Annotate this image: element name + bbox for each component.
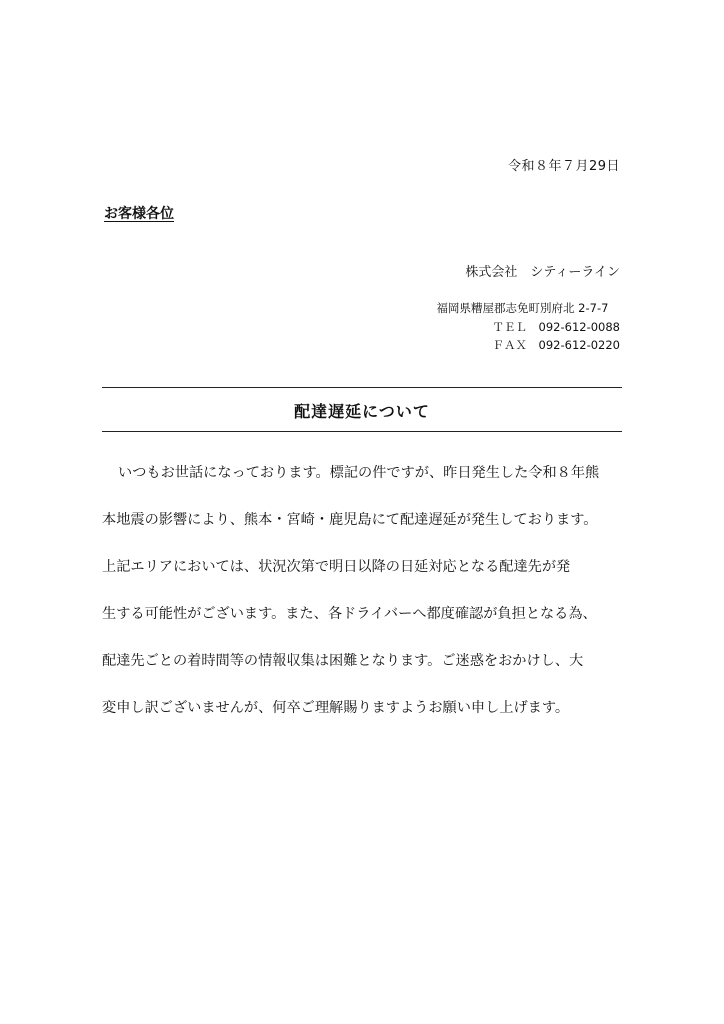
company-tel: ＴＥＬ 092-612-0088	[492, 319, 620, 334]
body-line: 配達先ごとの着時間等の情報収集は困難となります。ご迷惑をおかけし、大	[102, 653, 584, 669]
body-line: いつもお世話になっております。標記の件ですが、昨日発生した令和８年熊	[118, 465, 600, 481]
document-date: 令和８年７月29日	[507, 159, 620, 174]
notice-body	[102, 455, 624, 737]
contact-block	[437, 299, 620, 355]
title-bottom-rule	[102, 431, 622, 432]
body-line: 上記エリアにおいては、状況次第で明日以降の日延対応となる配達先が発	[102, 559, 571, 575]
salutation: お客様各位	[104, 206, 174, 222]
company-address: 福岡県糟屋郡志免町別府北 2-7-7	[436, 301, 609, 315]
body-line: 変申し訳ございませんが、何卒ご理解賜りますようお願い申し上げます。	[102, 700, 570, 716]
company-fax: ＦＡＸ 092-612-0220	[492, 338, 620, 352]
body-line: 生する可能性がございます。また、各ドライバーへ都度確認が負担となる為、	[102, 606, 597, 622]
title-top-rule	[102, 387, 622, 388]
body-line: 本地震の影響により、熊本・宮崎・鹿児島にて配達遅延が発生しております。	[102, 512, 598, 528]
company-name: 株式会社 シティーライン	[465, 265, 620, 280]
notice-title: 配達遅延について	[294, 402, 430, 421]
